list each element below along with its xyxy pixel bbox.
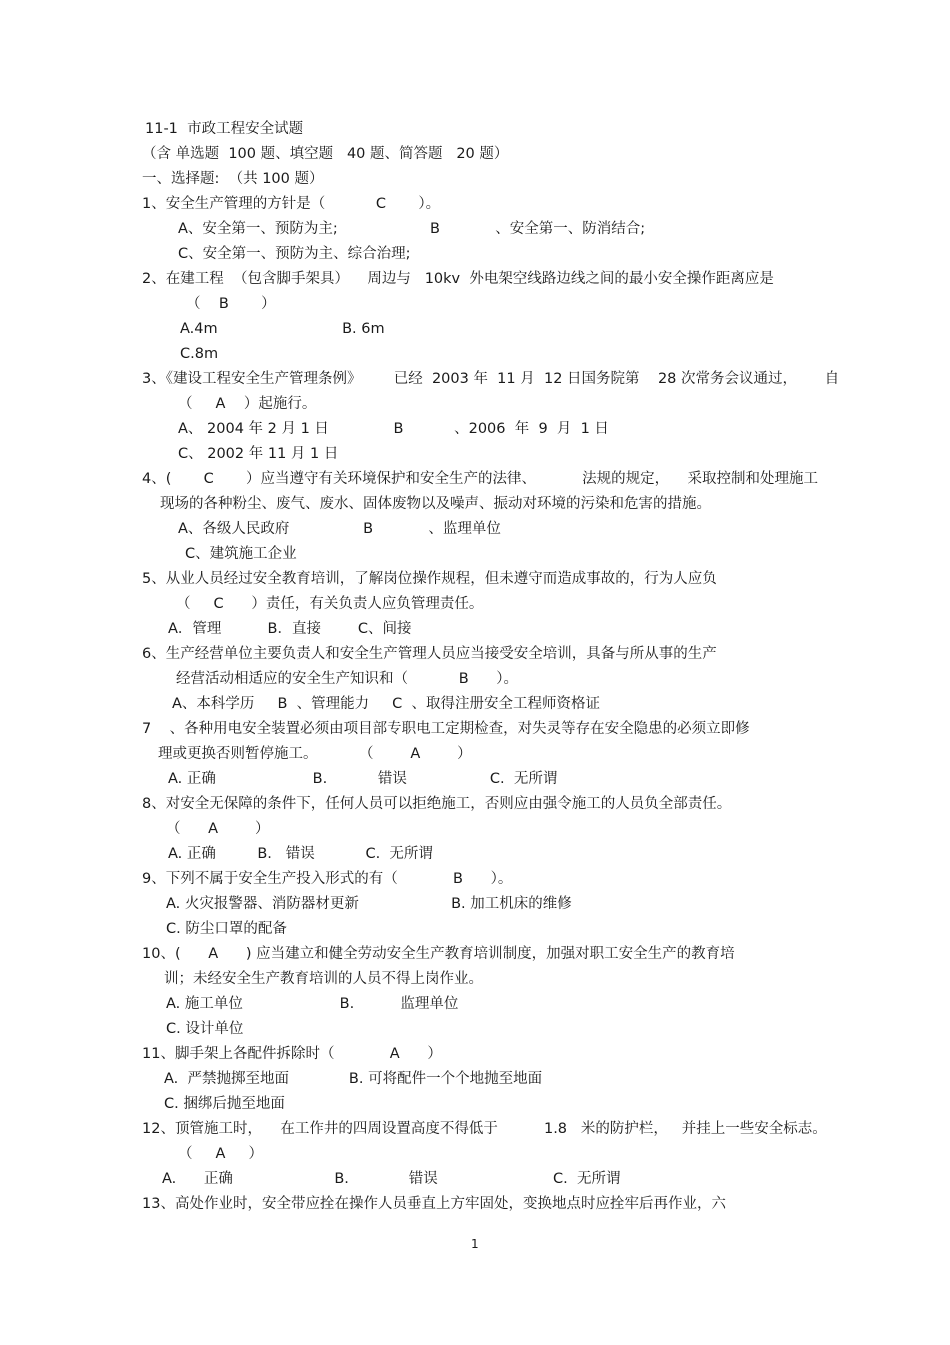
question-2-option-c: C.8m (180, 346, 219, 362)
question-5: 5、从业人员经过安全教育培训，了解岗位操作规程，但未遵守而造成事故的，行为人应负 (142, 571, 717, 587)
question-6-options: A、本科学历 B 、管理能力 C 、取得注册安全工程师资格证 (172, 696, 601, 712)
question-13: 13、高处作业时，安全带应拴在操作人员垂直上方牢固处，变换地点时应拴牢后再作业，六 (142, 1196, 726, 1212)
question-9: 9、下列不属于安全生产投入形式的有（ B ）。 (142, 871, 513, 887)
question-8: 8、对安全无保障的条件下，任何人员可以拒绝施工，否则应由强令施工的人员负全部责任。 (142, 796, 732, 812)
question-2-answer: （ B ） (186, 296, 276, 312)
question-6: 6、生产经营单位主要负责人和安全生产管理人员应当接受安全培训，具备与所从事的生产 (142, 646, 717, 662)
question-12: 12、顶管施工时， 在工作井的四周设置高度不得低于 1.8 米的防护栏， 并挂上一些安全标志。 (142, 1121, 827, 1137)
question-4-option-c: C、建筑施工企业 (185, 546, 297, 562)
question-12-options: A. 正确 B. 错误 C. 无所谓 (162, 1171, 621, 1187)
document-title: 11-1 市政工程安全试题 (145, 121, 304, 137)
question-7-continued: 理或更换否则暂停施工。 （ A ） (158, 746, 472, 762)
question-3-answer: （ A ）起施行。 (178, 396, 317, 412)
question-9-option-c: C. 防尘口罩的配备 (166, 921, 287, 937)
question-11-options-ab: A. 严禁抛掷至地面 B. 可将配件一个个地抛至地面 (164, 1071, 543, 1087)
question-4-continued: 现场的各种粉尘、废气、废水、固体废物以及噪声、振动对环境的污染和危害的措施。 (160, 496, 711, 512)
question-7-options: A. 正确 B. 错误 C. 无所谓 (168, 771, 558, 787)
question-3-option-c: C、 2002 年 11 月 1 日 (178, 446, 339, 462)
question-9-options-ab: A. 火灾报警器、消防器材更新 B. 加工机床的维修 (166, 896, 572, 912)
question-11-option-c: C. 捆绑后抛至地面 (164, 1096, 285, 1112)
question-11: 11、脚手架上各配件拆除时（ A ） (142, 1046, 442, 1062)
question-1-options-ab: A、安全第一、预防为主; B 、安全第一、防消结合; (178, 221, 646, 237)
question-8-answer: （ A ） (166, 821, 270, 837)
document-subtitle: （含 单选题 100 题、填空题 40 题、简答题 20 题） (142, 146, 509, 162)
question-12-answer: （ A ） (178, 1146, 264, 1162)
question-4-options-ab: A、各级人民政府 B 、监理单位 (178, 521, 501, 537)
question-10-options-ab: A. 施工单位 B. 监理单位 (166, 996, 459, 1012)
question-10-option-c: C. 设计单位 (166, 1021, 244, 1037)
question-6-continued: 经营活动相适应的安全生产知识和（ B ）。 (176, 671, 519, 687)
question-1: 1、安全生产管理的方针是（ C ）。 (142, 196, 441, 212)
question-2-options-ab: A.4m B. 6m (180, 321, 385, 337)
section-heading: 一、选择题: （共 100 题） (142, 171, 324, 187)
question-10: 10、( A ) 应当建立和健全劳动安全生产教育培训制度，加强对职工安全生产的教育培 (142, 946, 735, 962)
page-number: 1 (471, 1237, 479, 1251)
question-3: 3、《建设工程安全生产管理条例》 已经 2003 年 11 月 12 日国务院第 28 次常务会议通过， 自 (142, 371, 840, 387)
question-4: 4、( C ）应当遵守有关环境保护和安全生产的法律、 法规的规定， 采取控制和处理施工 (142, 471, 819, 487)
question-5-options: A．管理 B．直接 C、间接 (168, 621, 412, 637)
question-1-option-c: C、安全第一、预防为主、综合治理; (178, 246, 411, 262)
question-7: 7 、各种用电安全装置必须由项目部专职电工定期检查，对失灵等存在安全隐患的必须立即修 (142, 721, 750, 737)
question-10-continued: 训；未经安全生产教育培训的人员不得上岗作业。 (164, 971, 483, 987)
question-3-options-ab: A、 2004 年 2 月 1 日 B 、2006 年 9 月 1 日 (178, 421, 609, 437)
question-5-continued: （ C ）责任，有关负责人应负管理责任。 (176, 596, 484, 612)
question-2: 2、在建工程 （包含脚手架具） 周边与 10kv 外电架空线路边线之间的最小安全操作距离应是 (142, 271, 774, 287)
question-8-options: A. 正确 B. 错误 C. 无所谓 (168, 846, 433, 862)
